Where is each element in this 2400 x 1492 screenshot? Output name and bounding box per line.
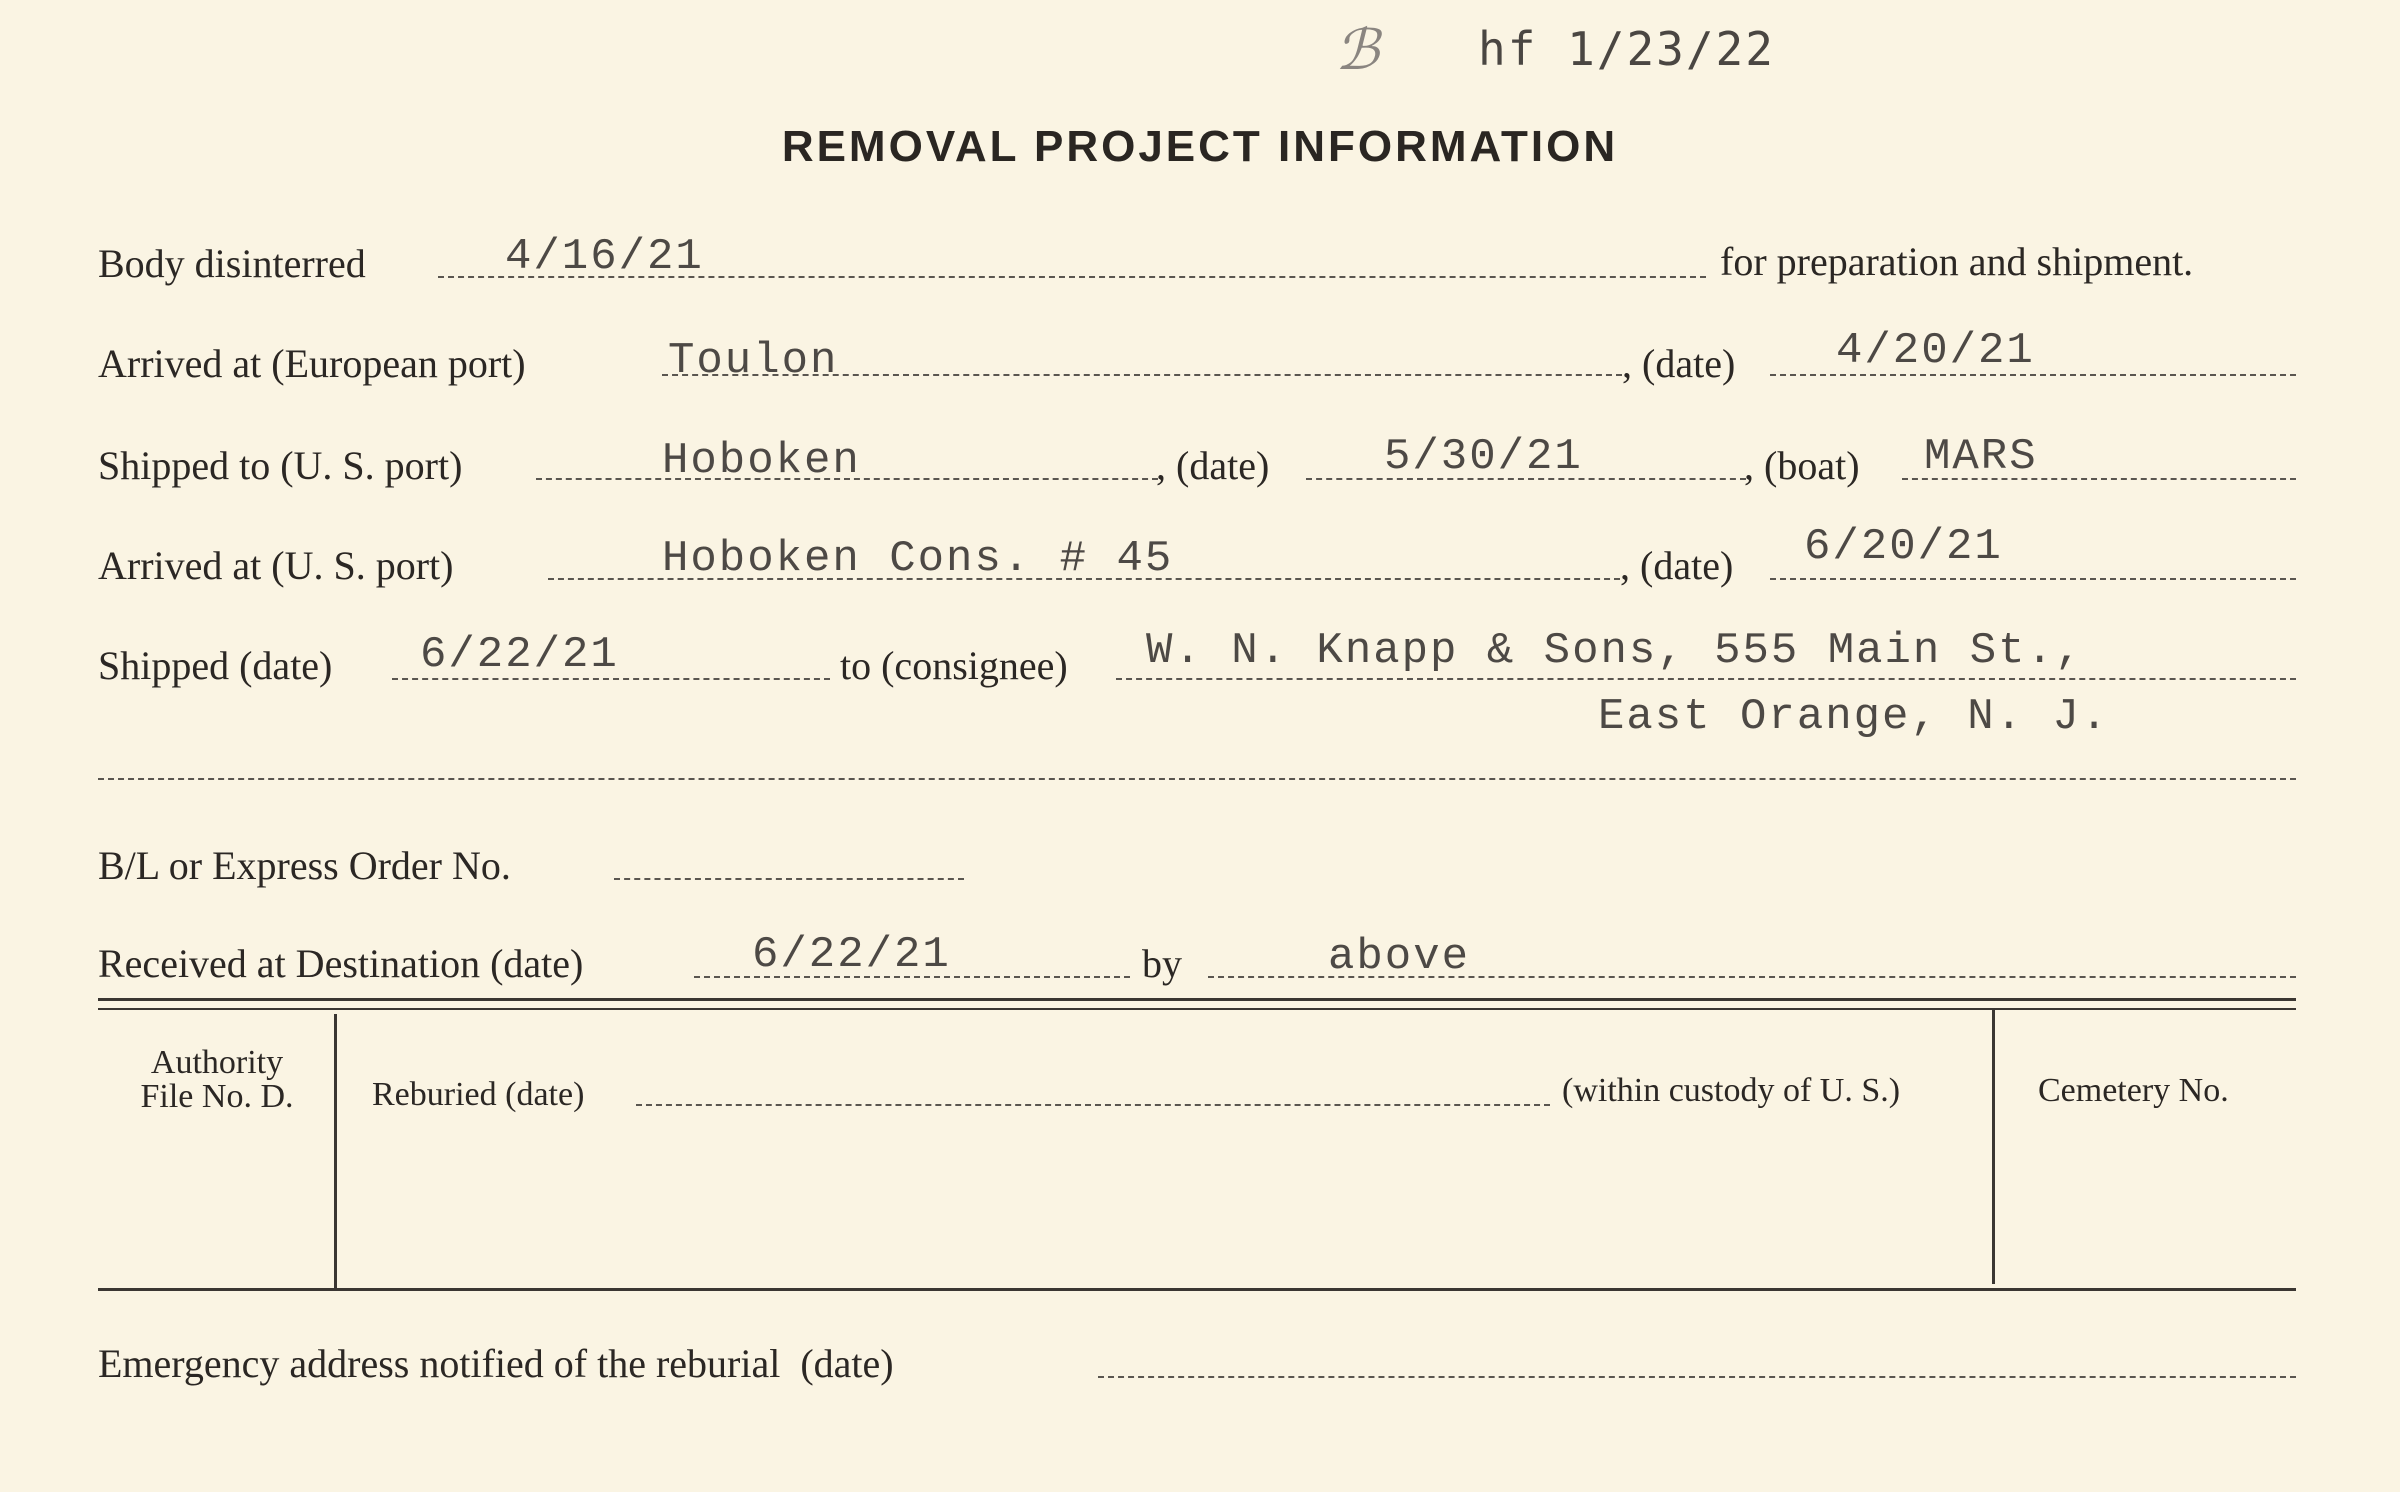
arrived-us-label: Arrived at (U. S. port)	[98, 543, 454, 588]
arrived-european-date-label: , (date)	[1622, 341, 1736, 386]
shipped-us-date-label: , (date)	[1156, 443, 1270, 488]
received-value: 6/22/21	[752, 930, 951, 980]
reburied-label: Reburied (date)	[372, 1076, 585, 1113]
bl-line	[614, 878, 964, 880]
arrived-us-date-label: , (date)	[1620, 543, 1734, 588]
reburied-line	[636, 1104, 1550, 1106]
received-label: Received at Destination (date)	[98, 941, 584, 986]
emergency-line	[1098, 1376, 2296, 1378]
disinterred-suffix: for preparation and shipment.	[1720, 239, 2194, 284]
consignee-label: to (consignee)	[840, 643, 1068, 688]
shipped-us-value: Hoboken	[662, 436, 861, 486]
arrived-european-value: Toulon	[668, 336, 839, 386]
table-divider-1	[334, 1014, 337, 1288]
disinterred-label: Body disinterred	[98, 241, 366, 286]
authority-label-line1: Authority	[150, 1044, 284, 1081]
consignee-line2: East Orange, N. J.	[1598, 692, 2110, 742]
consignee-extra-line	[98, 778, 2296, 780]
arrived-european-label: Arrived at (European port)	[98, 341, 526, 386]
table-top-rule-2	[98, 1008, 2296, 1010]
consignee-line	[1116, 678, 2296, 680]
disinterred-value: 4/16/21	[505, 232, 704, 282]
shipped-date-value: 6/22/21	[420, 630, 619, 680]
table-top-rule-1	[98, 998, 2296, 1001]
arrived-us-date: 6/20/21	[1804, 522, 2003, 572]
custody-label: (within custody of U. S.)	[1562, 1072, 1901, 1109]
arrived-us-value: Hoboken Cons. # 45	[662, 534, 1174, 584]
consignee-line1: W. N. Knapp & Sons, 555 Main St.,	[1146, 626, 2084, 676]
shipped-date-label: Shipped (date)	[98, 643, 333, 688]
arrived-us-date-line	[1770, 578, 2296, 580]
initial-mark: ℬ	[1335, 18, 1382, 83]
page-title: REMOVAL PROJECT INFORMATION	[781, 122, 1619, 171]
received-by-value: above	[1328, 932, 1471, 982]
shipped-us-label: Shipped to (U. S. port)	[98, 443, 463, 488]
shipped-us-boat-label: , (boat)	[1744, 443, 1860, 488]
arrived-european-date: 4/20/21	[1836, 326, 2035, 376]
table-divider-2	[1992, 1010, 1995, 1284]
date-note: hf 1/23/22	[1478, 22, 1775, 76]
authority-label-line2: File No. D.	[140, 1078, 294, 1115]
received-by-label: by	[1142, 941, 1182, 986]
shipped-us-date: 5/30/21	[1384, 432, 1583, 482]
bl-label: B/L or Express Order No.	[98, 843, 511, 888]
shipped-us-boat: MARS	[1924, 432, 2038, 482]
emergency-label: Emergency address notified of the reburial (date)	[98, 1341, 894, 1386]
table-bottom-rule	[98, 1288, 2296, 1291]
cemetery-label: Cemetery No.	[2038, 1072, 2229, 1109]
